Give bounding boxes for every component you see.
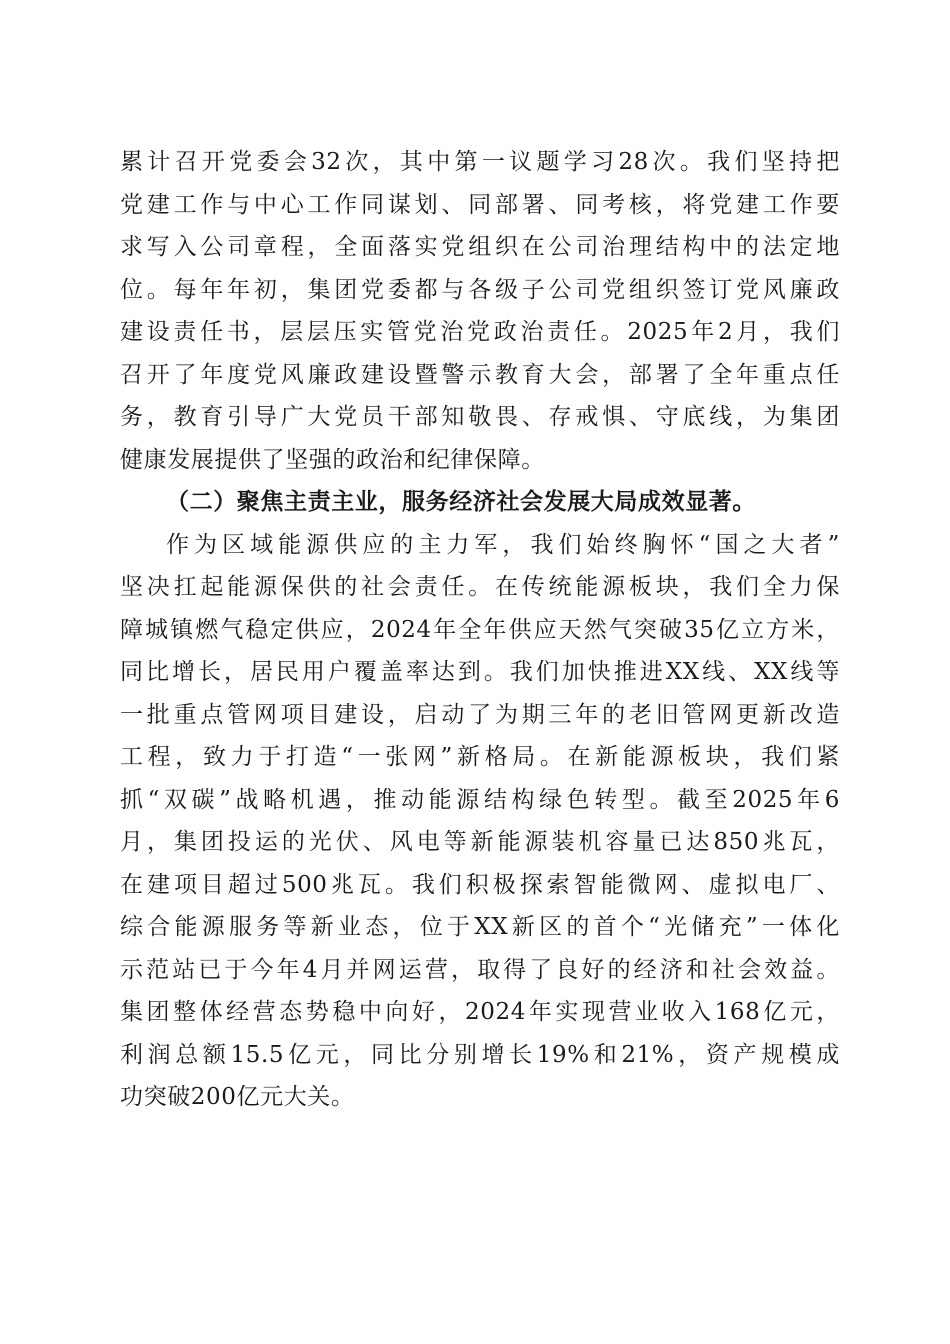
text-line: 坚决扛起能源保供的社会责任。在传统能源板块，我们全力保 (120, 574, 840, 600)
section-heading-text: （二）聚焦主责主业，服务经济社会发展大局成效显著。 (166, 488, 756, 515)
text-line: 位。每年年初，集团党委都与各级子公司党组织签订党风廉政 (120, 276, 840, 303)
paragraph-party-building (120, 141, 840, 481)
section-heading (120, 481, 840, 524)
text-line: 在建项目超过500兆瓦。我们积极探索智能微网、虚拟电厂、 (120, 871, 840, 898)
text-line: 一批重点管网项目建设，启动了为期三年的老旧管网更新改造 (120, 701, 840, 728)
text-line: 党建工作与中心工作同谋划、同部署、同考核，将党建工作要 (120, 191, 840, 218)
text-line: 示范站已于今年4月并网运营，取得了良好的经济和社会效益。 (120, 956, 840, 983)
text-line: 功突破200亿元大关。 (120, 1084, 355, 1110)
text-line: 抓“双碳”战略机遇，推动能源结构绿色转型。截至2025年6 (120, 786, 840, 813)
text-line: 累计召开党委会32次，其中第一议题学习28次。我们坚持把 (120, 149, 840, 175)
paragraph-energy-supply (120, 524, 840, 1119)
text-line: 健康发展提供了坚强的政治和纪律保障。 (120, 446, 545, 473)
text-line: 利润总额15.5亿元，同比分别增长19%和21%，资产规模成 (120, 1041, 840, 1068)
text-line: 综合能源服务等新业态，位于XX新区的首个“光储充”一体化 (120, 914, 840, 940)
text-line: 务，教育引导广大党员干部知敬畏、存戒惧、守底线，为集团 (120, 404, 840, 430)
text-line: 求写入公司章程，全面落实党组织在公司治理结构中的法定地 (120, 234, 840, 260)
text-line: 同比增长，居民用户覆盖率达到。我们加快推进XX线、XX线等 (120, 659, 840, 685)
text-line: 作为区域能源供应的主力军，我们始终胸怀“国之大者” (166, 531, 840, 558)
text-line: 建设责任书，层层压实管党治党政治责任。2025年2月，我们 (120, 319, 840, 345)
text-line: 工程，致力于打造“一张网”新格局。在新能源板块，我们紧 (120, 744, 840, 770)
document-body (120, 141, 840, 1119)
text-line: 集团整体经营态势稳中向好，2024年实现营业收入168亿元， (120, 999, 840, 1025)
text-line: 障城镇燃气稳定供应，2024年全年供应天然气突破35亿立方米， (120, 616, 840, 643)
text-line: 召开了年度党风廉政建设暨警示教育大会，部署了全年重点任 (120, 361, 840, 388)
text-line: 月，集团投运的光伏、风电等新能源装机容量已达850兆瓦， (120, 829, 840, 855)
